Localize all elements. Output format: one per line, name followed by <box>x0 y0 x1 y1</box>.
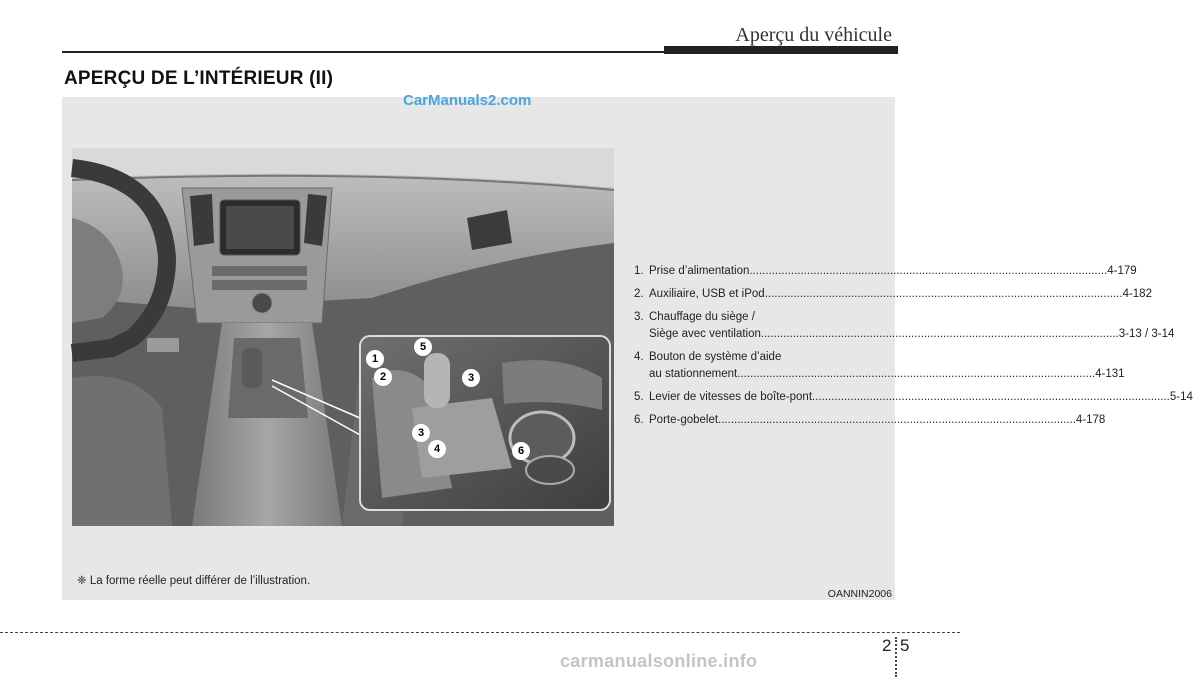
callout-2: 2 <box>374 368 392 386</box>
footer-rule <box>0 632 960 633</box>
section-title: APERÇU DE L’INTÉRIEUR (II) <box>64 68 334 89</box>
chapter-number: 2 <box>882 636 892 655</box>
legend-page: 4-179 <box>1107 265 1137 277</box>
legend-item <box>634 412 1106 429</box>
legend-item <box>634 263 1137 280</box>
legend-num: 1. <box>634 265 644 277</box>
callout-5: 5 <box>414 338 432 356</box>
page-separator <box>895 637 897 677</box>
illustration-note: ❈ La forme réelle peut différer de l’illustration. <box>77 575 311 587</box>
legend-list <box>634 263 1193 435</box>
legend-page: 5-14 <box>1169 391 1193 403</box>
watermark-bottom[interactable]: carmanualsonline.info <box>560 651 758 671</box>
legend-item <box>634 286 1152 303</box>
callout-3b: 3 <box>412 424 430 442</box>
legend-page: 4-182 <box>1122 288 1152 300</box>
legend-num: 5. <box>634 391 644 403</box>
legend-label: Levier de vitesses de boîte-pont <box>649 391 813 403</box>
legend-num: 2. <box>634 288 644 300</box>
header-title: Aperçu du véhicule <box>735 24 892 46</box>
callout-1: 1 <box>366 350 384 368</box>
legend-num: 3. <box>634 311 644 323</box>
legend-item <box>634 389 1193 406</box>
legend-num: 4. <box>634 351 644 363</box>
header-rule <box>62 51 898 53</box>
legend-page: 4-131 <box>1095 368 1125 380</box>
legend-label: Prise d’alimentation <box>649 265 750 277</box>
page-number: 5 <box>900 636 910 655</box>
legend-label: Bouton de système d’aide <box>649 351 782 363</box>
image-code: OANNIN2006 <box>827 588 892 600</box>
interior-illustration <box>72 148 614 526</box>
legend-label: Chauffage du siège / <box>649 311 755 323</box>
callout-6: 6 <box>512 442 530 460</box>
legend-label: au stationnement <box>649 368 738 380</box>
legend-label: Porte-gobelet <box>649 414 719 426</box>
legend-num: 6. <box>634 414 644 426</box>
callout-4: 4 <box>428 440 446 458</box>
legend-item <box>634 309 1175 343</box>
legend-label: Siège avec ventilation <box>649 328 761 340</box>
legend-page: 3-13 / 3-14 <box>1118 328 1175 340</box>
callout-3a: 3 <box>462 369 480 387</box>
legend-label: Auxiliaire, USB et iPod <box>649 288 765 300</box>
legend-item <box>634 349 1125 383</box>
legend-page: 4-178 <box>1075 414 1106 426</box>
watermark-top[interactable]: CarManuals2.com <box>403 92 532 109</box>
